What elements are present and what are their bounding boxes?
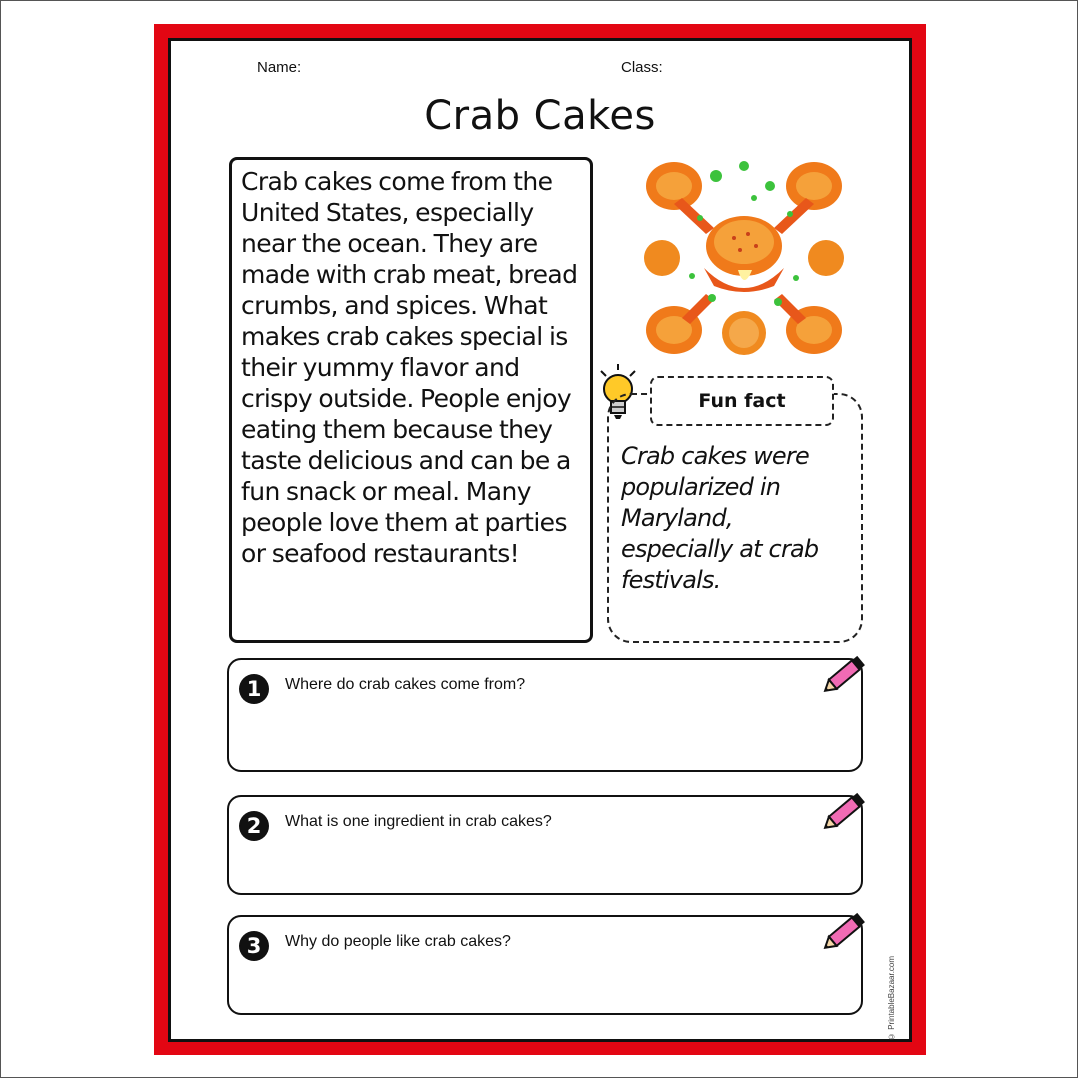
- watermark: © PrintableBazaar.com: [887, 955, 896, 1041]
- question-box-2[interactable]: [227, 795, 863, 895]
- pencil-icon: [819, 650, 871, 698]
- reading-passage: Crab cakes come from the United States, especially near the ocean. They are made with crab meat, bread crumbs, and spices. What makes crab cakes special is their yummy flavor and crispy outside. People enjoy eating them because they taste delicious and can be a fun snack or meal. Many people love them at parties or seafood restaurants!: [241, 167, 578, 568]
- question-text: What is one ingredient in crab cakes?: [285, 813, 552, 830]
- question-text: Where do crab cakes come from?: [285, 676, 526, 693]
- worksheet-title: Crab Cakes: [424, 93, 656, 139]
- question-number: 1: [239, 674, 269, 704]
- question-box-1[interactable]: [227, 658, 863, 772]
- question-number: 3: [239, 931, 269, 961]
- class-label: Class:: [621, 59, 663, 76]
- fun-fact-text: Crab cakes were popularized in Maryland, especially at crab festivals.: [621, 442, 819, 594]
- question-number: 2: [239, 811, 269, 841]
- crab-cake-right: [808, 240, 844, 276]
- name-label: Name:: [257, 59, 302, 76]
- fun-fact-box: [607, 393, 863, 643]
- fun-fact-label: Fun fact: [650, 376, 834, 426]
- worksheet: [168, 38, 912, 1042]
- question-box-3[interactable]: [227, 915, 863, 1015]
- crab-cake-left: [644, 240, 680, 276]
- pencil-icon: [819, 907, 871, 955]
- crab-cakes-illustration: [644, 158, 844, 358]
- question-text: Why do people like crab cakes?: [285, 933, 511, 950]
- pencil-icon: [819, 787, 871, 835]
- reading-passage-box: [229, 157, 593, 643]
